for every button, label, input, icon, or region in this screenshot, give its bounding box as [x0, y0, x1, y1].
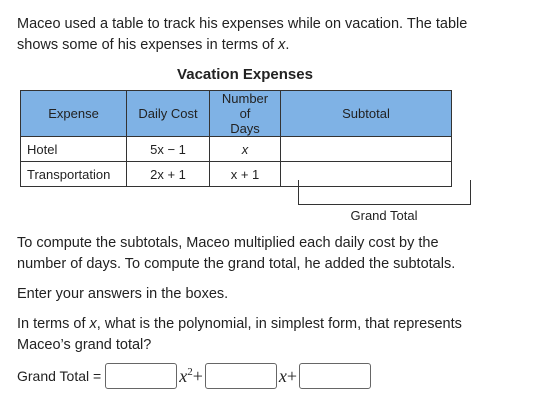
question-line-2: Maceo’s grand total?	[17, 337, 152, 353]
header-days-line-1: Number of	[221, 91, 269, 121]
header-subtotal: Subtotal	[281, 91, 452, 137]
x-squared-coefficient-input[interactable]	[105, 363, 177, 389]
cell-subtotal	[281, 137, 452, 162]
cell-daily-cost: 2x + 1	[127, 162, 210, 187]
x-var: x	[278, 365, 287, 386]
cell-expense: Transportation	[21, 162, 127, 187]
instructions-line-1: To compute the subtotals, Maceo multiplied each daily cost by the	[17, 235, 439, 251]
cell-days: x	[210, 137, 281, 162]
expenses-table	[20, 90, 452, 187]
x-squared-var: x	[179, 365, 188, 386]
question-var: x	[89, 316, 97, 332]
plus-sign: +	[192, 365, 203, 386]
constant-input[interactable]	[299, 363, 371, 389]
intro-line-2	[17, 35, 547, 56]
intro-var: x	[278, 37, 286, 53]
question-prefix: In terms of	[17, 316, 90, 332]
x-coefficient-input[interactable]	[205, 363, 277, 389]
answer-row	[17, 362, 371, 390]
table-header-row	[21, 91, 452, 137]
instructions-line-2: number of days. To compute the grand total, he added the subtotals.	[17, 256, 456, 272]
instructions-text	[17, 233, 547, 275]
question-line-1	[17, 314, 547, 335]
x-squared-term	[179, 366, 203, 387]
intro-text	[17, 14, 547, 56]
x-term	[279, 366, 297, 387]
grand-total-cell	[298, 180, 471, 205]
plus-sign: +	[286, 365, 297, 386]
grand-total-label: Grand Total	[350, 208, 418, 223]
cell-days: x + 1	[210, 162, 281, 187]
header-days-line-2: Days	[230, 121, 260, 136]
header-expense: Expense	[21, 91, 127, 137]
header-daily-cost: Daily Cost	[127, 91, 210, 137]
cell-expense: Hotel	[21, 137, 127, 162]
header-number-of-days	[210, 91, 281, 137]
exponent: 2	[187, 365, 193, 378]
enter-answers-text: Enter your answers in the boxes.	[17, 286, 229, 302]
intro-line-2-text: shows some of his expenses in terms of	[17, 37, 279, 53]
question-text	[17, 314, 547, 356]
table-title: Vacation Expenses	[177, 66, 313, 83]
intro-period: .	[285, 37, 290, 53]
table-row	[21, 137, 452, 162]
grand-total-answer-label: Grand Total =	[17, 368, 102, 384]
question-suffix: , what is the polynomial, in simplest form, that represents	[96, 316, 462, 332]
intro-line-1: Maceo used a table to track his expenses while on vacation. The table	[17, 16, 468, 32]
cell-daily-cost: 5x − 1	[127, 137, 210, 162]
